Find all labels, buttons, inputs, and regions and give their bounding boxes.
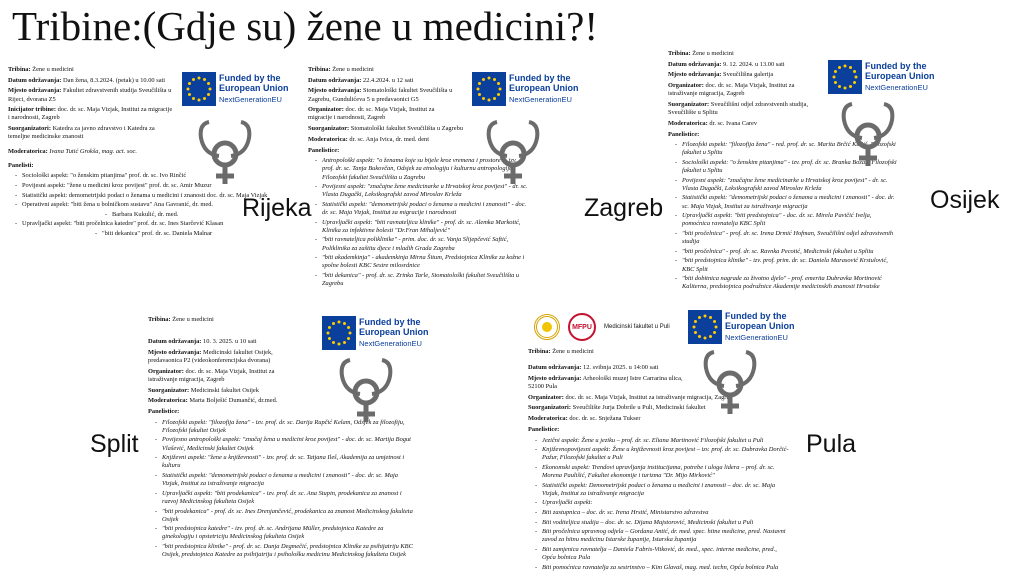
list-item: - Upravljački aspekt: "biti ravnateljica klinike" - prof. dr. sc. Alemka Markotić, Klinika za infektivne bolesti "Dr.Fran Mihaljević" bbox=[322, 219, 530, 235]
value: doc. dr. sc. Maja Vizjak, Institut za migracije i narodnosti, Zagreb bbox=[8, 106, 173, 122]
eu-logo bbox=[182, 72, 289, 106]
sun-logo-icon bbox=[534, 314, 560, 340]
eu-flag-icon bbox=[182, 72, 216, 106]
value: doc. dr. sc. Maja Vizjak, Institut za istraživanje migracija, Zagreb bbox=[563, 393, 733, 401]
list-item: - "biti ravnateljica poliklinike" - prim. doc. dr. sc. Vanja Slijepčević Saftić, Poliklinika za zaštitu djece i mladih Grada Zagreba bbox=[322, 236, 530, 252]
value: Ivana Tutić Grokša, mag. act. soc. bbox=[47, 147, 137, 155]
eu-line1: Funded by the bbox=[865, 61, 927, 72]
eu-flag-icon bbox=[688, 310, 722, 344]
list-item: - Jezični aspekt: Žene u jeziku – prof. dr. sc. Eliana Martinović Filozofski fakultet u Puli bbox=[542, 437, 790, 445]
list-item: - Barbara Kukulić, dr. med. bbox=[112, 211, 282, 219]
label: Moderatorica: bbox=[148, 397, 188, 405]
label: Organizator: bbox=[528, 393, 564, 401]
label: Tribina: bbox=[668, 50, 691, 57]
list-item: - Biti pomoćnica ravnatelja za sestrinstvo – Kim Glavaš, mag. med. techn, Opća bolnica Pula bbox=[542, 564, 790, 572]
value: dr. sc. Ivana Carev bbox=[707, 119, 758, 127]
list-item: - Statistički aspekt: demometrijski podaci o ženama u medicini i znanosti doc. dr. sc. Maja Vizjak bbox=[22, 192, 282, 200]
eu-line2: European Union bbox=[359, 326, 429, 337]
list-item: - "biti akademkinja" - akademkinja Mirna Šitum, Predstojnica Klinike za kožne i spolne bolesti KBC Sestre milosrdnice bbox=[322, 254, 530, 270]
label: Suorganizator: bbox=[308, 125, 350, 133]
list-item: - Biti pročelnica upravnog odjela – Gordana Antić, dr. med. spec. hitne medicine, pred. Nastavni zavod za hitnu medicinu Istarske županije, Istarska županija bbox=[542, 528, 790, 544]
value: doc. dr. sc. Maja Vizjak, Institut za istraživanje migracija, Zagreb bbox=[148, 367, 275, 383]
eu-line3: NextGenerationEU bbox=[865, 83, 928, 92]
label: Mjesto održavanja: bbox=[528, 374, 582, 382]
value: 12. svibnja 2025. u 14:00 sati bbox=[581, 364, 659, 372]
eu-line3: NextGenerationEU bbox=[359, 339, 422, 348]
eu-logo bbox=[688, 310, 795, 344]
label: Datum održavanja: bbox=[8, 76, 62, 84]
list-item: - Biti zastupnica – doc. dr. sc. Irena Hrstić, Ministarstvo zdravstva bbox=[542, 509, 790, 517]
eu-line2: European Union bbox=[509, 82, 579, 93]
eu-line2: European Union bbox=[865, 70, 935, 81]
list-item: - Statistički aspekt: Demometrijski podaci o ženama u medicini i znanosti – doc. dr. sc. Maja Vizjak, Institut za istraživanje migracija bbox=[542, 482, 790, 498]
list-item: - Povijesni aspekt: "značajne žene medicinarke u Hrvatskoj kroz povijest" - dr. sc. Vlasta Dugački, Leksikografski zavod Miroslav Krleža bbox=[682, 177, 900, 193]
label: Inicijator tribine: bbox=[8, 106, 56, 114]
label: Suorganizator: bbox=[668, 100, 710, 108]
list-item: - Književni aspekt: "žene u književnosti" - izv. prof. dr. sc. Tatjana Ileš, Akademija za umjetnost i kulturu bbox=[162, 454, 416, 470]
eu-line1: Funded by the bbox=[725, 311, 787, 322]
value: Žene u medicini bbox=[690, 50, 734, 57]
label: Tribina: bbox=[308, 66, 331, 73]
value: Medicinski fakultet Osijek, predavaonica P2 (videokonferencijska dvorana) bbox=[148, 348, 273, 365]
value: Katedra za javno zdravstvo i Katedra za temeljne medicinske znanosti bbox=[8, 125, 155, 141]
panel-heading: Panelistice: bbox=[148, 408, 180, 415]
panel-heading: Panelistice: bbox=[308, 146, 340, 154]
eu-flag-icon bbox=[472, 72, 506, 106]
list-item: - Upravljački aspekt: bbox=[542, 499, 790, 507]
list-item: - Biti zamjenica ravnatelja – Daniela Fabris-Vitković, dr. med., spec. interne medicine, pred., Opća bolnica Pula bbox=[542, 546, 790, 562]
list-item: - "biti dobitnica nagrade za životno djelo" - prof. emerita Dubravka Mortinović Kaliterna, predstojnica podružnice Akademije medicinskih znanosti Hrvatske bbox=[682, 275, 900, 291]
list-item: - Statistički aspekt: "demometrijski podaci o ženama u medicini i znanosti" - doc. dr. sc. Maja Vizjak, Institut za migracije i narodnosti bbox=[322, 201, 530, 217]
label: Moderatorica: bbox=[528, 415, 568, 423]
eu-line3: NextGenerationEU bbox=[219, 95, 282, 104]
label: Mjesto održavanja: bbox=[668, 71, 722, 79]
value: Medicinski fakultet Osijek bbox=[189, 386, 259, 394]
list-item: - Povijesni aspekt: "žene u medicini kroz povijest" prof. dr. sc. Amir Muzur bbox=[22, 182, 282, 190]
venus-stethoscope-icon bbox=[336, 356, 396, 426]
venus-stethoscope-icon bbox=[838, 100, 898, 170]
label: Suorganizatori: bbox=[528, 404, 571, 412]
list-item: - "biti predstojnica klinike" - izv. prof. prim. dr. sc. Daniela Marasović Krstulović, KBC Split bbox=[682, 257, 900, 273]
list-item: - "biti pročelnica" - prof. dr. sc. Irena Drmić Hofman, Sveučilišni odjel zdravstvenih studija bbox=[682, 230, 900, 246]
value: Stomatološki fakultet Sveučilišta u Zagrebu bbox=[349, 125, 463, 133]
eu-line3: NextGenerationEU bbox=[509, 95, 572, 104]
label: Organizator: bbox=[148, 367, 184, 375]
list-item: - Filozofski aspekt: "filozofija žena" - red. prof. dr. sc. Marita Brčić Kuljiš, Filozofski fakultet u Splitu bbox=[682, 141, 900, 157]
venus-stethoscope-icon bbox=[195, 118, 255, 188]
value: Fakultet zdravstvenih studija Sveučilišta u Rijeci, dvorana Z5 bbox=[8, 87, 172, 103]
list-item: - Upravljački aspekt: "biti pročelnica katedre" prof. dr. sc. Ines Starčević Klasan bbox=[22, 220, 282, 228]
value: Žene u medicini bbox=[330, 66, 374, 73]
value: Žene u medicini bbox=[170, 316, 214, 323]
value: doc. dr. sc. Maja Vizjak, Institut za migracije i narodnosti, Zagreb bbox=[308, 106, 435, 122]
label: Suorganizator: bbox=[148, 386, 190, 394]
value: Dan žena, 8.3.2024. (petak) u 10.00 sati bbox=[61, 76, 166, 84]
list-item: - "biti predstojnica klinike" - prof. dr. sc. Dunja Degmečić, predstojnica Klinike za psihijatriju KBC Osijek, predstojnica Katedre za psihijatriju i psihološku medicinu Medicinskog fakulteta Osijek bbox=[162, 543, 416, 559]
poster-split bbox=[148, 316, 416, 574]
label: Moderatorica: bbox=[668, 119, 708, 127]
mfpu-logo: MFPU bbox=[568, 313, 596, 341]
city-label-osijek: Osijek bbox=[930, 186, 1000, 214]
list-item: - "biti prodekanica" - prof. dr. sc. Ines Drenjančević, prodekanica za znanost Medicinskog fakulteta Osijek bbox=[162, 508, 416, 524]
label: Tribina: bbox=[148, 316, 171, 323]
panel-list bbox=[542, 437, 790, 572]
list-item: - Upravljački aspekt: "biti prodekanica" - izv. prof. dr. sc. Ana Stupin, prodekanica za znanost i razvoj Medicinskog fakulteta Osijek bbox=[162, 490, 416, 506]
eu-line2: European Union bbox=[219, 82, 289, 93]
label: Moderatorica: bbox=[308, 135, 348, 143]
list-item: - "biti pročelnica" - prof. dr. sc. Ravnka Pecotić, Medicinski fakultet u Splitu bbox=[682, 248, 900, 256]
label: Organizator: bbox=[668, 82, 704, 90]
eu-flag-icon bbox=[828, 60, 862, 94]
value: Sveučilište Jurja Dobrile u Puli, Medicinski fakultet bbox=[570, 404, 706, 412]
venus-stethoscope-icon bbox=[483, 118, 543, 188]
value: 10. 3. 2025. u 10 sati bbox=[201, 338, 257, 346]
panel-heading: Panelistice: bbox=[528, 425, 560, 433]
eu-line1: Funded by the bbox=[509, 73, 571, 84]
eu-logo bbox=[472, 72, 579, 106]
label: Datum održavanja: bbox=[528, 364, 582, 372]
eu-line1: Funded by the bbox=[359, 317, 421, 328]
panel-list bbox=[162, 419, 416, 560]
list-item: - "biti dekanica" - prof. dr. sc. Zrinka Tarle, Stomatološki fakultet Sveučilišta u Zagrebu bbox=[322, 272, 530, 288]
list-item: - Povijesni aspekt: "značajne žene medicinarke u Hrvatskoj kroz povijest" - dr. sc. Vlasta Dugački, Leksikografski zavod Miroslav Krleža bbox=[322, 183, 530, 199]
eu-line3: NextGenerationEU bbox=[725, 333, 788, 342]
city-label-rijeka: Rijeka bbox=[242, 194, 312, 222]
city-label-pula: Pula bbox=[806, 430, 857, 458]
label: Datum održavanja: bbox=[148, 338, 202, 346]
value: Stomatološki fakultet Sveučilišta u Zagrebu, Gundulićeva 5 u predavaonici G5 bbox=[308, 87, 453, 103]
list-item: - Upravljački aspekt: "biti predstojnica" - doc. dr. sc. Mirela Pavičić Ivelja, pomoćnica ravnatelja KBC Split bbox=[682, 212, 900, 228]
value: Sveučilišni odjel zdravstvenih studija, Sveučilište u Splitu bbox=[668, 100, 809, 117]
label: Tribina: bbox=[528, 348, 551, 355]
list-item: - Sociološki aspekt: "o ženskim pitanjima" prof. dr. sc. Ivo Rinčić bbox=[22, 172, 282, 180]
list-item: - Biti voditeljica studija – doc. dr. sc. Dijana Majstorović, Medicinski fakultet u Puli bbox=[542, 519, 790, 527]
value: dr. sc. Anja Ivica, dr. med. dent bbox=[347, 135, 430, 143]
list-item: - Statistički aspekt: "demometrijski podaci o ženama u medicini i znanosti" - doc. dr. sc. Maja Vizjak, Institut za istraživanje migracija bbox=[682, 194, 900, 210]
label: Suorganizatori: bbox=[8, 125, 51, 133]
list-item: - Operativni aspekt: "biti žena u bolničkom sustavu" Ana Gavranić, dr. med. bbox=[22, 201, 282, 209]
eu-line1: Funded by the bbox=[219, 73, 281, 84]
list-item: - Antropološki aspekt: "o ženama koje su bijele kroz vremena i prostore" - izv. prof. dr. sc. Tanja Bukovčan, Odsjek za etnologiju i kulturnu antropologiju, Filozofski fakultet Sveučilišta u Zagrebu bbox=[322, 157, 530, 182]
list-item: - "biti dekanica" prof. dr. sc. Daniela Malnar bbox=[102, 230, 282, 238]
city-label-split: Split bbox=[90, 430, 139, 458]
label: Datum održavanja: bbox=[668, 60, 722, 68]
eu-logo bbox=[828, 60, 935, 94]
label: Moderatorica: bbox=[8, 147, 48, 155]
list-item: - Književnopovijesni aspekt: Žene u književnosti kroz povijest – izv. prof. dr. sc. Dubravka Dorčić-Pažur, Filozofski fakultet u Puli bbox=[542, 446, 790, 462]
value: 22.4.2024. u 12 sati bbox=[361, 76, 414, 84]
panel-heading: Panelistice: bbox=[668, 130, 700, 138]
value: Žene u medicini bbox=[550, 348, 594, 355]
list-item: - Povijesno antropološki aspekt: "značaj žena u medicini kroz povijest" - doc. dr. sc. Martija Bogut Vlašević, Medicinski fakultet Osijek bbox=[162, 436, 416, 452]
label: Organizator: bbox=[308, 106, 344, 114]
label: Tribina: bbox=[8, 66, 31, 73]
eu-line2: European Union bbox=[725, 320, 795, 331]
label: Mjesto održavanja: bbox=[8, 87, 62, 95]
value: Žene u medicini bbox=[30, 66, 74, 73]
panel-heading: Panelisti: bbox=[8, 161, 34, 169]
list-item: - Ekonomski aspekt: Trendovi upravljanja institucijama, potrebe i uloga lidera – prof. dr. sc. Morena Paulišić, Fakultet ekonomije i turizma "Dr. Mijo Mirković" bbox=[542, 464, 790, 480]
list-item: - Sociološki aspekt: "o ženskim pitanjima" - izv. prof. dr. sc. Branka Bozan, Filozofski fakultet u Splitu bbox=[682, 159, 900, 175]
pula-logos bbox=[534, 313, 670, 341]
value: Sveučilišna galerija bbox=[721, 71, 774, 79]
value: 9. 12. 2024. u 13.00 sati bbox=[721, 60, 785, 68]
faculty-name: Medicinski fakultet u Puli bbox=[604, 324, 670, 330]
eu-logo bbox=[322, 316, 429, 350]
venus-stethoscope-icon bbox=[700, 348, 760, 418]
city-label-zagreb: Zagreb bbox=[584, 194, 664, 222]
value: Marta Bolješić Dumančić, dr.med. bbox=[187, 397, 278, 405]
value: doc. dr. sc. Maja Vizjak, Institut za istraživanje migracija, Zagreb bbox=[668, 82, 795, 98]
list-item: - Filozofski aspekt: "filozofija žena" - izv. prof. dr. sc. Darija Rupčić Kelam, Odsjek za filozofiju, Filozofski fakultet Osijek bbox=[162, 419, 416, 435]
value: Arheološki muzej Istre Carrarina ulica, 52100 Pula bbox=[528, 374, 683, 391]
list-item: - "biti predstojnica katedre" - izv. prof. dr. sc. Andrijana Müller, predstojnica Katedre za ginekologiju i opstetriciju Medicinskog fakulteta Osijek bbox=[162, 525, 416, 541]
eu-flag-icon bbox=[322, 316, 356, 350]
value: doc. dr. sc. Snježana Tukser bbox=[567, 415, 641, 423]
label: Datum održavanja: bbox=[308, 76, 362, 84]
page-title: Tribine:(Gdje su) žene u medicini?! bbox=[12, 3, 598, 49]
list-item: - Statistički aspekt: "demometrijski podaci o ženama u medicini i znanosti" - doc. dr. sc. Maja Vizjak, Institut za istraživanje migracija bbox=[162, 472, 416, 488]
label: Mjesto održavanja: bbox=[308, 87, 362, 95]
label: Mjesto održavanja: bbox=[148, 348, 202, 356]
